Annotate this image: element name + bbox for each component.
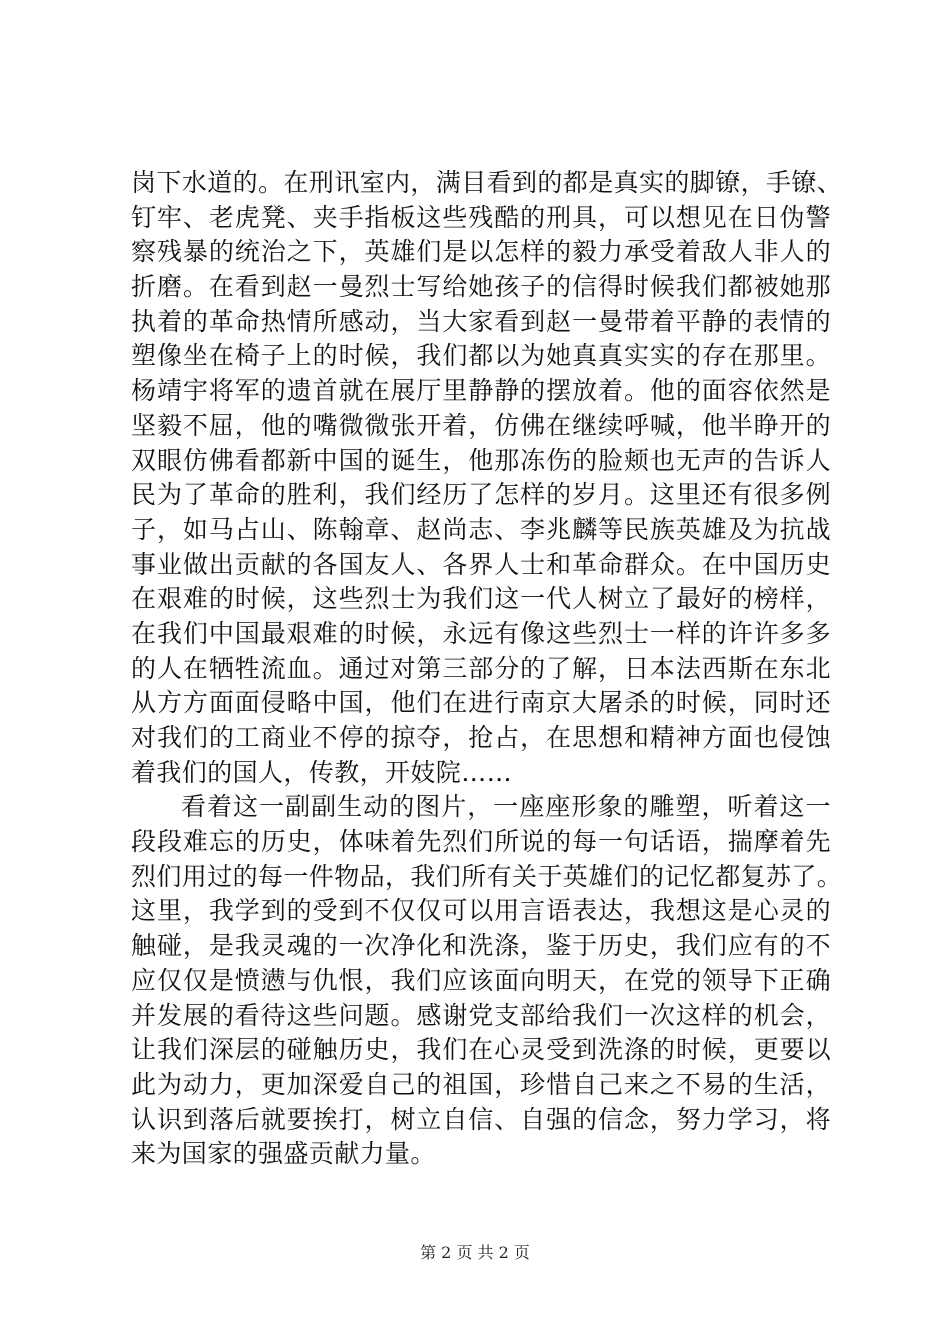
text-line: 这里，我学到的受到不仅仅可以用言语表达，我想这是心灵的 bbox=[131, 896, 831, 926]
text-line: 的人在牺牲流血。通过对第三部分的了解，日本法西斯在东北 bbox=[131, 653, 831, 683]
text-line: 烈们用过的每一件物品，我们所有关于英雄们的记忆都复苏了。 bbox=[131, 861, 843, 891]
text-line: 执着的革命热情所感动，当大家看到赵一曼带着平静的表情的 bbox=[131, 306, 831, 336]
text-line: 民为了革命的胜利，我们经历了怎样的岁月。这里还有很多例 bbox=[131, 480, 831, 510]
text-line: 事业做出贡献的各国友人、各界人士和革命群众。在中国历史 bbox=[131, 549, 831, 579]
text-line: 触碰，是我灵魂的一次净化和洗涤，鉴于历史，我们应有的不 bbox=[131, 931, 831, 961]
paragraph-end-line: 来为国家的强盛贡献力量。 bbox=[131, 1139, 436, 1169]
body-text bbox=[131, 166, 843, 1172]
text-line: 坚毅不屈，他的嘴微微张开着，仿佛在继续呼喊，他半睁开的 bbox=[131, 410, 831, 440]
text-line: 折磨。在看到赵一曼烈士写给她孩子的信得时候我们都被她那 bbox=[131, 272, 831, 302]
text-line: 应仅仅是愤懑与仇恨，我们应该面向明天，在党的领导下正确 bbox=[131, 965, 831, 995]
text-line: 此为动力，更加深爱自己的祖国，珍惜自己来之不易的生活， bbox=[131, 1069, 831, 1099]
text-line: 双眼仿佛看都新中国的诞生，他那冻伤的脸颊也无声的告诉人 bbox=[131, 445, 831, 475]
text-line: 岗下水道的。在刑讯室内，满目看到的都是真实的脚镣，手镣、 bbox=[131, 168, 843, 197]
paragraph-end-line: 着我们的国人，传教，开妓院…… bbox=[131, 757, 513, 787]
text-line: 在我们中国最艰难的时候，永远有像这些烈士一样的许许多多 bbox=[131, 618, 831, 648]
text-line: 杨靖宇将军的遗首就在展厅里静静的摆放着。他的面容依然是 bbox=[131, 376, 831, 406]
page-footer: 第 2 页 共 2 页 bbox=[420, 1243, 530, 1262]
text-line: 子，如马占山、陈翰章、赵尚志、李兆麟等民族英雄及为抗战 bbox=[131, 514, 831, 544]
text-line: 并发展的看待这些问题。感谢党支部给我们一次这样的机会， bbox=[131, 1000, 831, 1030]
text-line: 段段难忘的历史，体味着先烈们所说的每一句话语，揣摩着先 bbox=[131, 827, 831, 857]
text-line: 在艰难的时候，这些烈士为我们这一代人树立了最好的榜样， bbox=[131, 584, 831, 614]
text-line: 让我们深层的碰触历史，我们在心灵受到洗涤的时候，更要以 bbox=[131, 1035, 831, 1065]
text-line: 从方方面面侵略中国，他们在进行南京大屠杀的时候，同时还 bbox=[131, 688, 831, 718]
text-line: 认识到落后就要挨打，树立自信、自强的信念，努力学习，将 bbox=[131, 1104, 831, 1134]
text-line: 察残暴的统治之下，英雄们是以怎样的毅力承受着敌人非人的 bbox=[131, 237, 831, 267]
text-line: 钉牢、老虎凳、夹手指板这些残酷的刑具，可以想见在日伪警 bbox=[131, 202, 831, 232]
paragraph-start-line: 看着这一副副生动的图片，一座座形象的雕塑，听着这一 bbox=[181, 792, 831, 822]
text-line: 塑像坐在椅子上的时候，我们都以为她真真实实的存在那里。 bbox=[131, 341, 831, 371]
text-line: 对我们的工商业不停的掠夺，抢占，在思想和精神方面也侵蚀 bbox=[131, 723, 831, 752]
